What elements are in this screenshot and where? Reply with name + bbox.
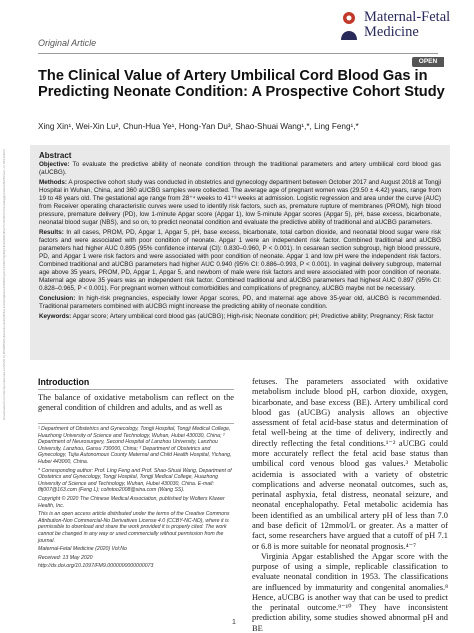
footnote-doi[interactable]: http://dx.doi.org/10.1097/FM9.0000000000000073 <box>38 563 154 570</box>
footnote-received: Received: 13 May 2020 <box>38 554 93 561</box>
introduction-text: The balance of oxidative metabolism can reflect on the general condition of children and adults, and as well as <box>38 393 234 413</box>
abstract-results: Results: In all cases, PROM, PD, Apgar 1, Apgar 5, pH, base excess, bicarbonate, total carbon dioxide, and neonatal blood sugar were risk factors and were associated with poor condition of neonate. Apgar 1 were an independent risk factor. Combined traditional and aUCBG parameters had higher AUC 0.895 (95% confidence interval (CI): 0.830–0.960, P < 0.001). In cesarean section subgroup, high blood pressure, PD, and Apgar 1 were risk factors and were associated with poor condition of neonate. Apgar 1 and low pH were the independent risk factors. Combined traditional and aUCBG parameters had higher AUC 0.940 (95% CI: 0.886–0.993, P < 0.001). In vaginal delivery subgroup, maternal age above 35 years, PROM, PD, Apgar 1, Apgar 5, and newborn of male were risk factors and were associated with poor condition of neonate. Maternal age above 35 years was an independent risk factor. Combined traditional and aUCBG parameters had highest AUC 0.897 (95% CI: 0.828–0.965, P < 0.001). For pregnant women without comorbidities and complications of pregnancy, aUCBG maybe not be necessary. <box>39 229 442 292</box>
article-title: The Clinical Value of Artery Umbilical Cord Blood Gas in Predicting Neonate Condition: A Prospective Cohort Study <box>38 68 445 100</box>
abstract-keywords: Keywords: Apgar score; Artery umbilical cord blood gas (aUCBG); High-risk; Neonate condition; pH; Predictive ability; Pregnancy; Risk factor <box>39 313 434 321</box>
body-paragraph: Virginia Apgar established the Apgar score with the purpose of using a simple, replicable classification to evaluate neonatal condition in 1953. The classifications are influenced by immaturity and congenital anomalies.⁸ Hence, aUCBG is another way that can be used to predict the perinatal outcome.⁹⁻¹⁰ They have inconsistent prediction ability, some studies showed abnormal pH and BE <box>252 551 448 633</box>
journal-logo-icon <box>338 10 360 40</box>
footnotes-divider <box>38 423 234 424</box>
page-header <box>0 0 474 58</box>
journal-name: Maternal-Fetal Medicine <box>364 9 451 40</box>
header-divider <box>38 53 438 54</box>
abstract-box <box>30 145 450 360</box>
footnote-journal: Maternal-Fetal Medicine (2020) Vol:No <box>38 546 127 553</box>
open-access-badge: OPEN <box>412 57 444 67</box>
abstract-methods: Methods: A prospective cohort study was conducted in obstetrics and gynecology department between October 2017 and August 2018 at Tongji Hospital in Wuhan, China, and 360 aUCBG samples were collected. The average age of pregnant women was (29.50 ± 4.42) years, range from 19 to 48 years old. The gestational age range from 28⁺⁴ weeks to 41⁺³ weeks at admission. Logistic regression and area under the curve (AUC) from Receiver operating characteristic curves were used to identify risk factors, such as, premature rupture of membranes (PROM), high blood pressure, premature delivery (PD), low 1-minute Apgar score (Apgar 1), low 5-minute Apgar scores (Apgar 5), pH, base excess, bicarbonate, neonatal blood sugar (NBS), and so on, to predict neonatal condition and evaluate the predictive ability of traditional and aUCBG parameters. <box>39 179 441 226</box>
side-download-strip: Downloaded from http://journals.lww.com/mfm by BhDMf5ePHKav1zEoum1tQfN4a+kJLhEZgbsIHo4XMi0hCywCX1AWnYQp/IlQrHD3i3D0OdRyi7TvSFl4Cf3VC1y0abggQZXdtwnfKZBYtws= on 06/11/2024 <box>2 149 6 420</box>
footnote-copyright: Copyright © 2020 The Chinese Medical Association, published by Wolters Kluwer Health, Inc. <box>38 495 225 509</box>
footnote-corresponding: * Corresponding author: Prof. Ling Feng and Prof. Shao-Shuai Wang, Department of Obstetrics and Gynecology, Tongji Hospital, Tongji Medical College, Huazhong University of Science and Technology, Wuhan, Hubei 430030, China. E-mail: fltj007@163.com (Feng L); colintoo2008@sina.com (Wang SS). <box>38 467 232 494</box>
abstract-conclusion: Conclusion: In high-risk pregnancies, especially lower Apgar scores, PD, and maternal age above 35-year old, aUCBG is recommended. Traditional parameters combined with aUCBG might increase the predicting ability of neonate condition. <box>39 295 442 310</box>
introduction-divider <box>38 389 234 390</box>
right-column-text <box>252 377 448 633</box>
author-list: Xing Xin¹, Wei-Xin Lu², Chun-Hua Ye¹, Hong-Yan Du³, Shao-Shuai Wang¹,*, Ling Feng¹,* <box>38 122 359 131</box>
footnotes <box>38 426 236 572</box>
body-paragraph: fetuses. The parameters associated with oxidative metabolism include blood pH, carbon dioxide, oxygen, bicarbonate, and base excess (BE). Artery umbilical cord blood gas (aUCBG) analysis allows an objective assessment of fetal acid-base status and determination of fetal well-being at the time of delivery, indirectly and directly reflecting the fetal conditions.¹⁻² aUCBG could more accurately reflect the fetal acid base status than umbilical cord venous blood gas values.³ Metabolic acidemia is associated with a variety of obstetric complications and adverse neonatal outcomes, such as, perinatal asphyxia, fetal distress, neonatal seizure, and neonatal encephalopathy. Fetal metabolic acidemia has been identified as an umbilical artery pH of less than 7.0 and base deficit of 12mmol/L or greater. As a matter of fact, some researchers have argued that a cutoff of pH 7.1 or 6.8 is more suitable for neonatal prognosis.⁴⁻⁷ <box>252 377 448 551</box>
section-label: Original Article <box>38 38 97 48</box>
introduction-heading: Introduction <box>38 377 90 387</box>
page-number: 1 <box>232 619 236 626</box>
abstract-heading: Abstract <box>39 151 72 160</box>
footnote-affiliations: ¹ Department of Obstetrics and Gynecology, Tongji Hospital, Tongji Medical College, Huazhong University of Science and Technology, Wuhan, Hubei 430030, China; ² Department of Neurosurgery, Second Hospital of Lanzhou University, Lanzhou University, Lanzhou, Gansu 730000, China; ³ Department of Obstetrics and Gynecology, Tujia Autonomous County Maternal and Child Health Hospital, Yichang, Hubei 443000, China. <box>38 426 232 465</box>
footnote-license: This is an open access article distributed under the terms of the Creative Commons Attribution-Non Commercial-No Derivatives License 4.0 (CCBY-NC-ND), where it is permissible to download and share the work provided it is properly cited. The work cannot be changed in any way or used commercially without permission from the journal. <box>38 511 230 544</box>
journal-logo <box>338 8 458 44</box>
abstract-objective: Objective: To evaluate the predictive ability of neonate condition through the traditional parameters and artery umbilical cord blood gas (aUCBG). <box>39 161 441 176</box>
